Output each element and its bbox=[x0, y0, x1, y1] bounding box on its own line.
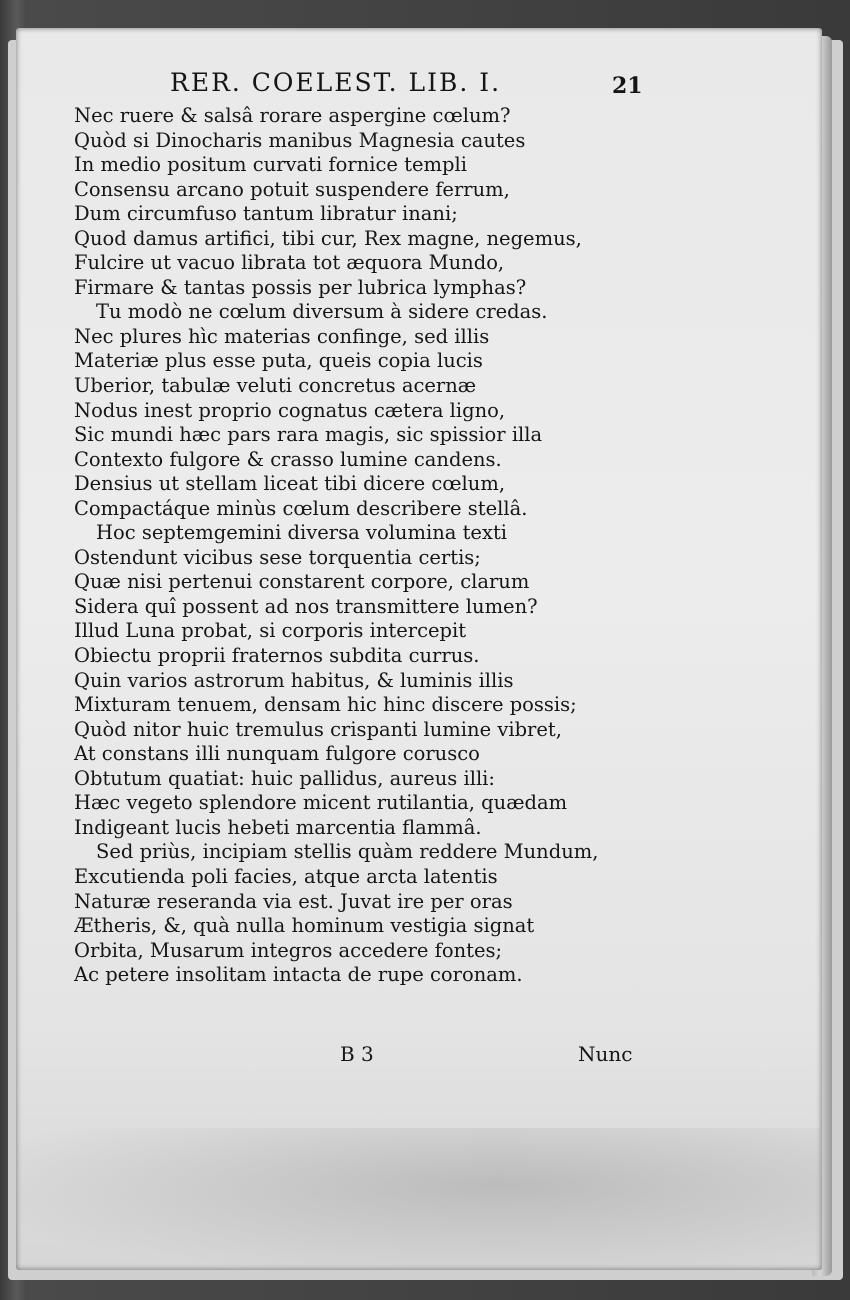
verse-line: Obtutum quatiat: huic pallidus, aureus illi: bbox=[74, 766, 495, 790]
verse-line: In medio positum curvati fornice templi bbox=[74, 153, 467, 177]
verse-line: Consensu arcano potuit suspendere ferrum, bbox=[74, 177, 510, 201]
verse-line: Contexto fulgore & crasso lumine candens. bbox=[74, 447, 502, 471]
verse-text bbox=[74, 104, 724, 988]
verse-line: Quòd si Dinocharis manibus Magnesia cautes bbox=[74, 128, 526, 152]
running-title: RER. COELEST. LIB. I. bbox=[170, 68, 502, 97]
verse-line: Ætheris, &, quà nulla hominum vestigia signat bbox=[74, 914, 535, 938]
verse-line: Mixturam tenuem, densam hic hinc discere possis; bbox=[74, 693, 577, 717]
verse-line: Firmare & tantas possis per lubrica lymphas? bbox=[74, 275, 527, 299]
verse-line: Tu modò ne cœlum diversum à sidere credas. bbox=[96, 300, 548, 324]
verse-line: Nec plures hìc materias confinge, sed illis bbox=[74, 324, 490, 348]
verse-line: Excutienda poli facies, atque arcta latentis bbox=[74, 864, 498, 888]
verse-line: Hoc septemgemini diversa volumina texti bbox=[96, 521, 508, 545]
verse-line: Quin varios astrorum habitus, & luminis illis bbox=[74, 668, 514, 692]
verse-line: Materiæ plus esse puta, queis copia lucis bbox=[74, 349, 483, 373]
verse-line: Quod damus artifici, tibi cur, Rex magne, negemus, bbox=[74, 226, 582, 250]
verse-line: Ac petere insolitam intacta de rupe coronam. bbox=[74, 963, 523, 987]
page-number: 21 bbox=[612, 73, 643, 99]
verse-line: Dum circumfuso tantum libratur inani; bbox=[74, 202, 458, 226]
catchword: Nunc bbox=[578, 1042, 633, 1066]
water-stain bbox=[16, 1128, 822, 1270]
verse-line: Naturæ reseranda via est. Juvat ire per oras bbox=[74, 889, 513, 913]
verse-line: Fulcire ut vacuo librata tot æquora Mundo, bbox=[74, 251, 505, 275]
verse-line: Orbita, Musarum integros accedere fontes; bbox=[74, 938, 503, 962]
signature-mark: B 3 bbox=[340, 1042, 374, 1066]
verse-line: Nec ruere & salsâ rorare aspergine cœlum? bbox=[74, 104, 511, 127]
verse-line: Uberior, tabulæ veluti concretus acernæ bbox=[74, 374, 477, 398]
verse-line: Ostendunt vicibus sese torquentia certis; bbox=[74, 545, 481, 569]
verse-line: Indigeant lucis hebeti marcentia flammâ. bbox=[74, 815, 482, 839]
verse-line: Quæ nisi pertenui constarent corpore, clarum bbox=[74, 570, 530, 594]
verse-line: Hæc vegeto splendore micent rutilantia, quædam bbox=[74, 791, 568, 815]
verse-line: Sidera quî possent ad nos transmittere lumen? bbox=[74, 594, 538, 618]
verse-line: Sed priùs, incipiam stellis quàm reddere Mundum, bbox=[96, 840, 599, 864]
verse-line: Quòd nitor huic tremulus crispanti lumine vibret, bbox=[74, 717, 562, 741]
verse-line: Densius ut stellam liceat tibi dicere cœlum, bbox=[74, 472, 506, 496]
verse-line: Nodus inest proprio cognatus cætera ligno, bbox=[74, 398, 506, 422]
verse-line: Sic mundi hæc pars rara magis, sic spissior illa bbox=[74, 423, 543, 447]
verse-line: Obiectu proprii fraternos subdita currus. bbox=[74, 644, 480, 668]
verse-line: Compactáque minùs cœlum describere stellâ. bbox=[74, 496, 528, 520]
verse-line: Illud Luna probat, si corporis intercepit bbox=[74, 619, 467, 643]
verse-line: At constans illi nunquam fulgore corusco bbox=[74, 742, 480, 766]
